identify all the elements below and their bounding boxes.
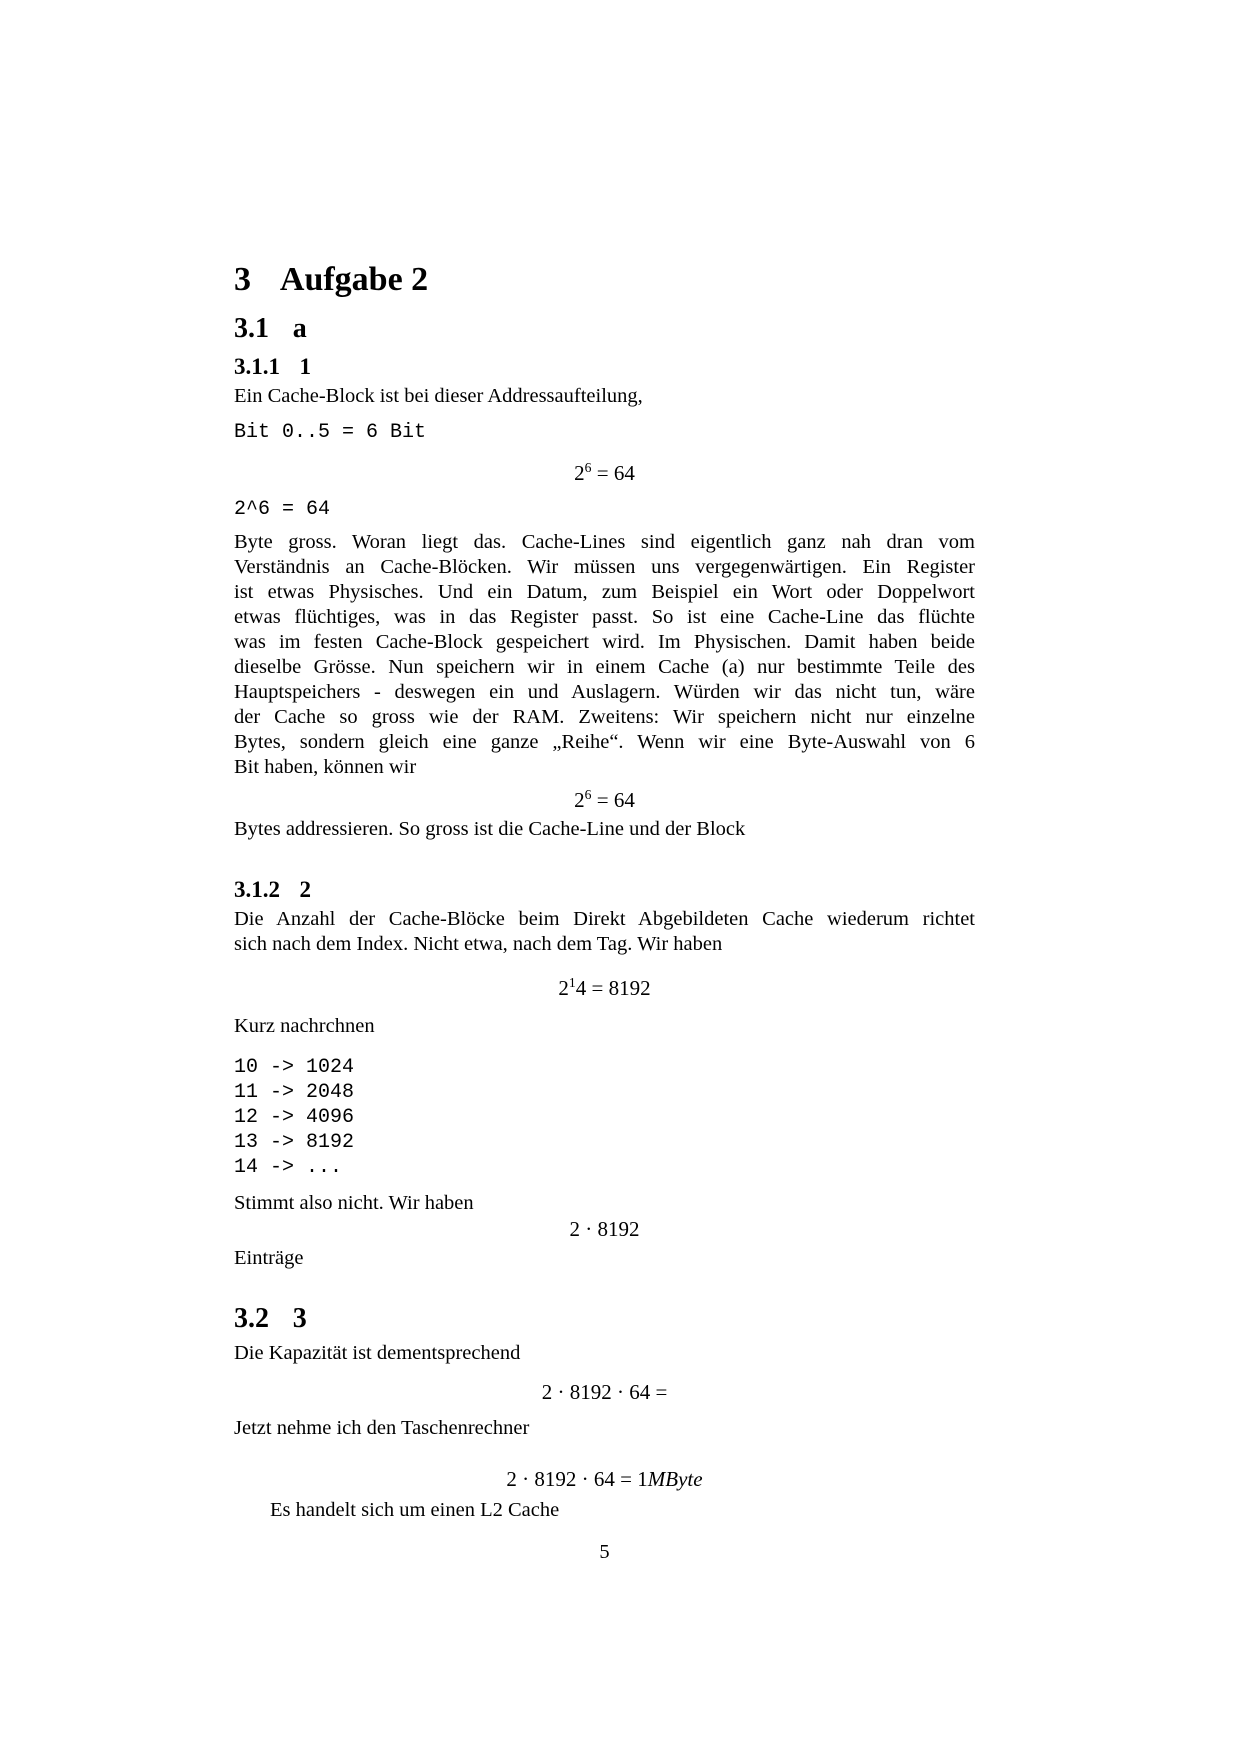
section-heading-3	[234, 263, 975, 297]
code-bit-range: Bit 0..5 = 6 Bit	[234, 421, 427, 444]
code-2pow6: 2^6 = 64	[234, 498, 331, 522]
math-base: 2	[574, 788, 585, 813]
text-line: der Cache so gross wie der RAM. Zweitens: Wir speichern nicht nur einzelne	[234, 706, 975, 729]
math-unit-italic: MByte	[647, 1466, 703, 1491]
text-line: Bytes, sondern gleich eine ganze „Reihe“. Wenn wir eine Byte-Auswahl von 6	[234, 731, 975, 754]
paragraph-bytes-addressieren: Bytes addressieren. So gross ist die Cache-Line und der Block	[234, 818, 746, 841]
section-number: 3	[234, 261, 251, 298]
text-line: ist etwas Physisches. Und ein Datum, zum Beispiel ein Wort oder Doppelwort	[234, 581, 975, 604]
subsection-number: 3.1	[234, 313, 269, 344]
display-math-2pow14	[234, 970, 975, 1001]
code-line: 11 -> 2048	[234, 1080, 355, 1104]
math-tail: = 64	[591, 788, 635, 813]
text-line: sich nach dem Index. Nicht etwa, nach dem Tag. Wir haben	[234, 933, 723, 956]
section-title: Aufgabe 2	[279, 261, 429, 298]
math-superscript: 1	[568, 975, 576, 991]
subsection-title: 3	[292, 1302, 307, 1334]
paragraph-byte-gross	[234, 530, 975, 780]
subsubsection-number: 3.1.2	[234, 877, 280, 903]
paragraph-l2-cache: Es handelt sich um einen L2 Cache	[270, 1498, 560, 1521]
paragraph-kurz-nachrechnen: Kurz nachrchnen	[234, 1014, 375, 1037]
display-math-capacity-result	[234, 1467, 975, 1492]
paragraph-intro: Ein Cache-Block ist bei dieser Addressaufteilung,	[234, 385, 643, 407]
math-superscript: 6	[584, 787, 592, 803]
display-math-2pow6-b	[234, 782, 975, 813]
paragraph-taschenrechner: Jetzt nehme ich den Taschenrechner	[234, 1416, 530, 1439]
math-base: 2	[574, 461, 585, 486]
text-line: Byte gross. Woran liegt das. Cache-Lines sind eigentlich ganz nah dran vom	[234, 531, 975, 554]
subsection-heading-3-1	[234, 315, 975, 343]
paragraph-eintraege: Einträge	[234, 1246, 304, 1269]
code-line: 10 -> 1024	[234, 1055, 355, 1079]
text-line: etwas flüchtiges, was in das Register passt. So ist eine Cache-Line das flüchte	[234, 606, 975, 629]
page-number: 5	[599, 1541, 610, 1563]
text-line: Hauptspeichers - deswegen ein und Auslagern. Würden wir das nicht tun, wäre	[234, 681, 975, 704]
subsubsection-number: 3.1.1	[234, 354, 280, 379]
math-base: 2	[558, 976, 569, 1001]
code-line: 14 -> ...	[234, 1155, 343, 1179]
display-math-capacity-eq: 2 · 8192 · 64 =	[541, 1379, 668, 1404]
display-math-2pow6-a	[234, 455, 975, 486]
subsubsection-heading-3-1-1	[234, 355, 975, 378]
math-expression: 2 · 8192 · 64 = 1	[506, 1466, 648, 1491]
math-superscript: 6	[584, 460, 592, 475]
text-line: dieselbe Grösse. Nun speichern wir in einem Cache (a) nur bestimmte Teile des	[234, 656, 975, 679]
text-line: was im festen Cache-Block gespeichert wird. Im Physischen. Damit haben beide	[234, 631, 975, 654]
code-power-table	[234, 1055, 975, 1180]
subsection-heading-3-2	[234, 1302, 975, 1334]
paragraph-anzahl	[234, 907, 975, 957]
text-line: Bit haben, können wir	[234, 756, 417, 779]
text-line: Die Anzahl der Cache-Blöcke beim Direkt Abgebildeten Cache wiederum richtet	[234, 908, 975, 931]
subsection-number: 3.2	[234, 1302, 269, 1334]
paragraph-stimmt: Stimmt also nicht. Wir haben	[234, 1191, 474, 1214]
subsubsection-title: 2	[299, 877, 312, 903]
subsubsection-heading-3-1-2	[234, 878, 975, 901]
display-math-2x8192: 2 · 8192	[569, 1216, 640, 1241]
math-tail: = 64	[591, 461, 635, 486]
subsubsection-title: 1	[299, 354, 312, 379]
math-tail: 4 = 8192	[575, 976, 651, 1001]
code-line: 12 -> 4096	[234, 1105, 355, 1129]
code-line: 13 -> 8192	[234, 1130, 355, 1154]
paragraph-kapazitaet: Die Kapazität ist dementsprechend	[234, 1341, 521, 1364]
text-column	[234, 263, 975, 1523]
text-line: Verständnis an Cache-Blöcken. Wir müssen uns vergegenwärtigen. Ein Register	[234, 556, 975, 579]
subsection-title: a	[292, 313, 307, 344]
